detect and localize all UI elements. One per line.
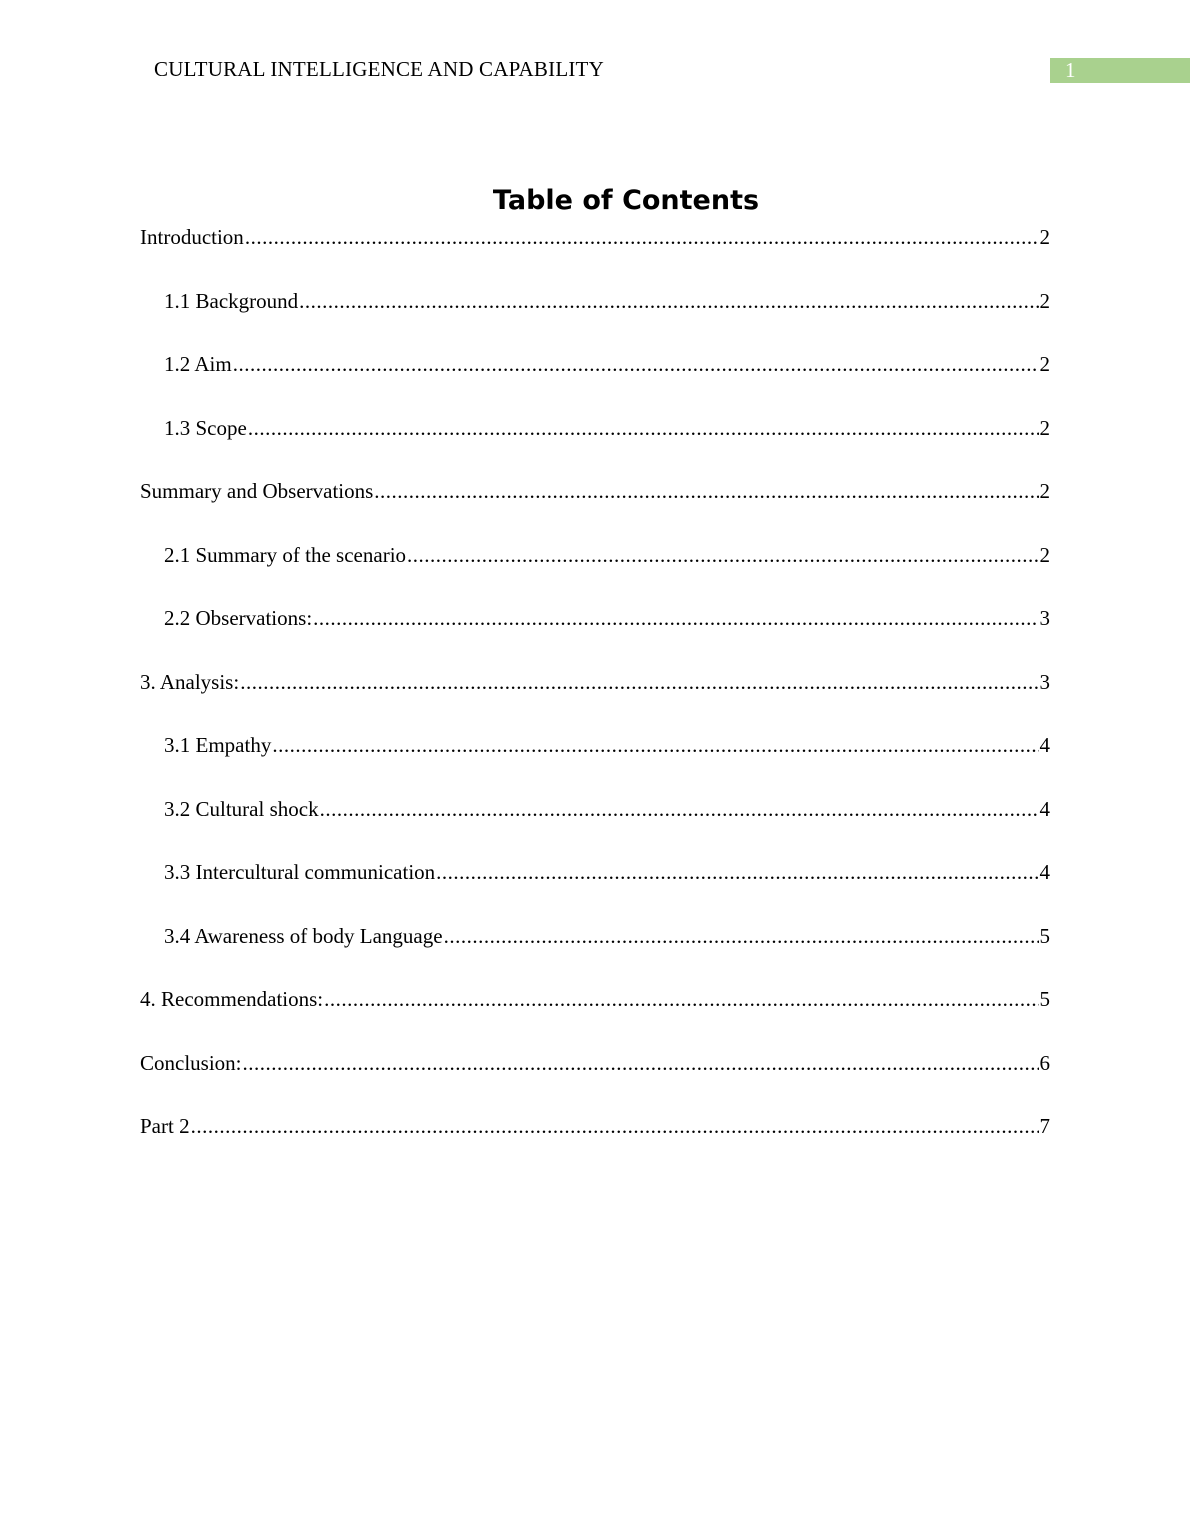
- toc-dot-leader: [444, 920, 1039, 952]
- toc-entry-page: 4: [1039, 733, 1050, 757]
- toc-entry-page: 4: [1039, 860, 1050, 884]
- toc-dot-leader: [272, 729, 1038, 761]
- toc-entry-label: 2.2 Observations:: [164, 606, 313, 630]
- toc-entry-label: Introduction: [140, 225, 244, 249]
- toc-dot-leader: [243, 1047, 1039, 1079]
- toc-entry-analysis[interactable]: [140, 666, 1050, 730]
- toc-entry-page: 2: [1039, 479, 1050, 503]
- toc-entry-aim[interactable]: [140, 348, 1050, 412]
- toc-dot-leader: [240, 666, 1038, 698]
- toc-entry-page: 3: [1039, 669, 1050, 694]
- toc-dot-leader: [233, 348, 1039, 380]
- toc-entry-conclusion[interactable]: [140, 1047, 1050, 1111]
- toc-entry-cultural-shock[interactable]: [140, 793, 1050, 857]
- toc-entry-page: 3: [1039, 606, 1050, 630]
- toc-entry-page: 6: [1039, 1050, 1050, 1075]
- toc-entry-label: 4. Recommendations:: [140, 987, 324, 1011]
- toc-dot-leader: [407, 539, 1038, 571]
- toc-entry-label: Conclusion:: [140, 1050, 242, 1075]
- toc-dot-leader: [191, 1110, 1039, 1142]
- toc-entry-observations[interactable]: [140, 602, 1050, 666]
- toc-entry-page: 2: [1039, 542, 1050, 567]
- toc-entry-label: 1.3 Scope: [164, 415, 247, 440]
- toc-entry-label: 3.4 Awareness of body Language: [164, 923, 443, 948]
- toc-entry-background[interactable]: [140, 285, 1050, 349]
- toc-entry-recommendations[interactable]: [140, 983, 1050, 1047]
- toc-entry-label: 3.1 Empathy: [164, 733, 272, 757]
- toc-entry-label: 1.1 Background: [164, 288, 299, 313]
- toc-entry-label: Part 2: [140, 1114, 190, 1138]
- toc-entry-page: 2: [1039, 352, 1050, 376]
- toc-entry-label: 3.3 Intercultural communication: [164, 860, 436, 884]
- toc-dot-leader: [436, 856, 1038, 888]
- toc-entry-label: 1.2 Aim: [164, 352, 232, 376]
- toc-entry-page: 5: [1039, 987, 1050, 1011]
- toc-dot-leader: [374, 475, 1038, 507]
- toc-entry-page: 2: [1039, 225, 1050, 249]
- toc-dot-leader: [245, 221, 1039, 253]
- toc-dot-leader: [248, 412, 1039, 444]
- toc-dot-leader: [299, 285, 1038, 317]
- toc-entry-label: 3. Analysis:: [140, 669, 240, 694]
- table-of-contents: [140, 221, 1050, 1174]
- toc-heading: Table of Contents: [492, 185, 760, 216]
- toc-entry-body-language[interactable]: [140, 920, 1050, 984]
- page-number-badge: [1050, 58, 1190, 83]
- toc-entry-label: Summary and Observations: [140, 479, 374, 503]
- running-header-title: CULTURAL INTELLIGENCE AND CAPABILITY: [154, 57, 604, 81]
- toc-entry-page: 5: [1039, 923, 1050, 948]
- toc-entry-label: 3.2 Cultural shock: [164, 796, 319, 821]
- toc-entry-scope[interactable]: [140, 412, 1050, 476]
- toc-entry-page: 4: [1039, 796, 1050, 821]
- toc-entry-introduction[interactable]: [140, 221, 1050, 285]
- toc-entry-label: 2.1 Summary of the scenario: [164, 542, 407, 567]
- toc-dot-leader: [313, 602, 1038, 634]
- toc-entry-page: 7: [1039, 1114, 1050, 1138]
- toc-dot-leader: [320, 793, 1039, 825]
- toc-entry-summary-and-observations[interactable]: [140, 475, 1050, 539]
- page-number: 1: [1065, 58, 1076, 82]
- toc-entry-page: 2: [1039, 288, 1050, 313]
- toc-entry-summary-of-scenario[interactable]: [140, 539, 1050, 603]
- toc-entry-part-2[interactable]: [140, 1110, 1050, 1174]
- toc-entry-intercultural-communication[interactable]: [140, 856, 1050, 920]
- toc-entry-empathy[interactable]: [140, 729, 1050, 793]
- toc-dot-leader: [324, 983, 1038, 1015]
- toc-entry-page: 2: [1039, 415, 1050, 440]
